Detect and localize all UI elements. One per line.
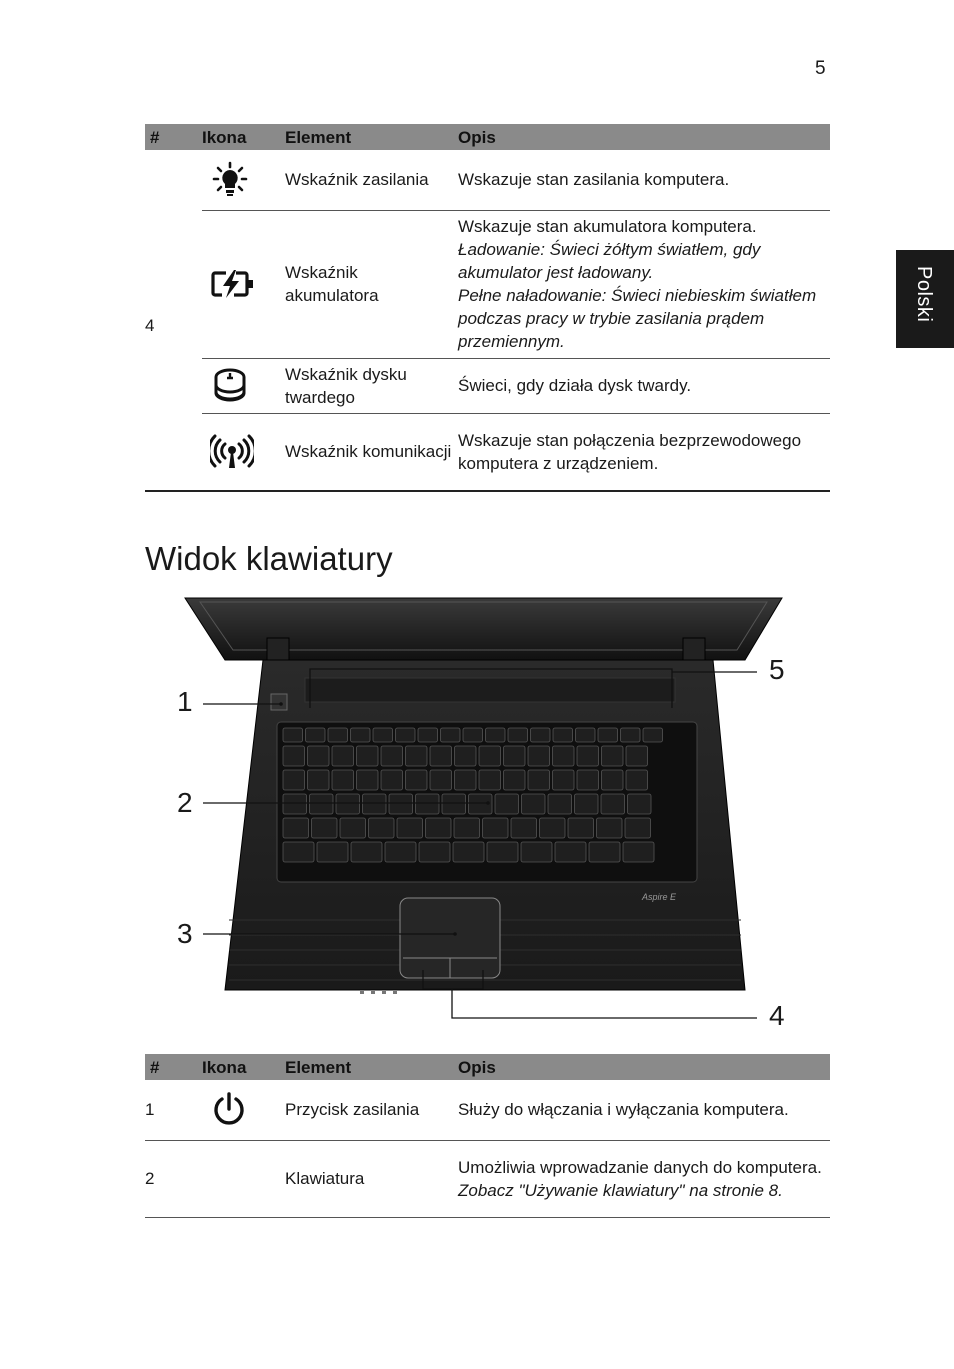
element-name: Wskaźnik dysku twardego: [282, 358, 455, 413]
keyboard-key: [577, 746, 599, 766]
header-desc: Opis: [455, 1054, 830, 1080]
callout-3: 3: [177, 918, 193, 949]
element-name: Wskaźnik komunikacji: [282, 413, 455, 491]
keyboard-key: [508, 728, 528, 742]
icon-cell: [202, 150, 282, 210]
keyboard-key: [548, 794, 572, 814]
desc-italic: Zobacz "Używanie klawiatury" na stronie 8.: [458, 1180, 783, 1200]
keyboard-key: [419, 842, 450, 862]
table-row: [145, 413, 830, 491]
keyboard-key: [317, 842, 348, 862]
icon-cell: [202, 210, 282, 358]
keyboard-key: [602, 770, 624, 790]
keyboard-key: [373, 728, 393, 742]
row-number: 1: [145, 1080, 202, 1140]
keyboard-key: [306, 728, 326, 742]
keyboard-key: [283, 770, 305, 790]
keyboard-key: [623, 842, 654, 862]
keyboard-key: [441, 728, 461, 742]
power-icon: [210, 1091, 248, 1129]
keyboard-key: [283, 728, 303, 742]
brand-label: Aspire E: [642, 892, 677, 902]
keyboard-key: [555, 842, 586, 862]
keyboard-key: [531, 728, 551, 742]
desc-italic: Ładowanie: Świeci żółtym światłem, gdy akumulator jest ładowany.: [458, 240, 761, 282]
table-row: [145, 1140, 830, 1217]
keyboard-key: [385, 842, 416, 862]
keyboard-key: [553, 728, 573, 742]
keyboard-key: [621, 728, 641, 742]
table-header: [145, 1054, 830, 1080]
element-desc: Świeci, gdy działa dysk twardy.: [455, 358, 830, 413]
keyboard-key: [363, 794, 387, 814]
keyboard-key: [328, 728, 348, 742]
keyboard-key: [310, 794, 334, 814]
keyboard-key: [381, 770, 403, 790]
desc-line: Umożliwia wprowadzanie danych do komputera.: [458, 1157, 822, 1177]
callout-2: 2: [177, 787, 193, 818]
header-num: #: [145, 124, 202, 150]
keyboard-key: [283, 746, 305, 766]
keyboard-key: [336, 794, 360, 814]
keyboard-key: [511, 818, 537, 838]
keyboard-key: [577, 770, 599, 790]
keyboard-key: [418, 728, 438, 742]
keyboard-key: [430, 770, 452, 790]
keyboard-key: [406, 770, 428, 790]
keyboard-key: [504, 746, 526, 766]
keyboard-key: [601, 794, 625, 814]
keyboard-key: [628, 794, 652, 814]
keyboard-key: [522, 794, 546, 814]
keyboard-key: [528, 746, 550, 766]
keyboard-key: [357, 746, 379, 766]
keyboard-key: [332, 746, 354, 766]
row-group-number: 4: [145, 150, 202, 491]
keyboard-view-table: [145, 1054, 830, 1218]
keyboard-key: [406, 746, 428, 766]
keyboard-key: [351, 728, 371, 742]
keyboard-key: [369, 818, 395, 838]
keyboard-key: [453, 842, 484, 862]
keyboard-key: [486, 728, 506, 742]
element-desc: Wskazuje stan zasilania komputera.: [455, 150, 830, 210]
table-row: [145, 1080, 830, 1140]
keyboard-key: [397, 818, 423, 838]
keyboard-key: [643, 728, 663, 742]
keyboard-key: [483, 818, 509, 838]
header-desc: Opis: [455, 124, 830, 150]
keyboard-key: [351, 842, 382, 862]
keyboard-key: [504, 770, 526, 790]
keyboard-key: [540, 818, 566, 838]
keyboard-key: [553, 770, 575, 790]
language-tab: [896, 250, 954, 348]
element-desc: [455, 210, 830, 358]
keyboard-key: [597, 818, 623, 838]
keyboard-key: [312, 818, 338, 838]
header-icon: Ikona: [202, 1054, 282, 1080]
keyboard-key: [602, 746, 624, 766]
row-number: 2: [145, 1140, 202, 1217]
keyboard-key: [308, 770, 330, 790]
desc-italic: Pełne naładowanie: Świeci niebieskim światłem podczas pracy w trybie zasilania prądem przemiennym.: [458, 286, 817, 351]
element-name: Klawiatura: [282, 1140, 455, 1217]
element-name: Wskaźnik zasilania: [282, 150, 455, 210]
table-row: [145, 150, 830, 210]
keyboard-key: [396, 728, 416, 742]
keyboard-key: [381, 746, 403, 766]
keyboard-key: [528, 770, 550, 790]
keyboard-key: [442, 794, 466, 814]
keyboard-key: [308, 746, 330, 766]
element-desc: [455, 1140, 830, 1217]
keyboard-key: [416, 794, 440, 814]
callout-5: 5: [769, 654, 785, 685]
keyboard-key: [463, 728, 483, 742]
keyboard-key: [454, 818, 480, 838]
table-header: [145, 124, 830, 150]
callout-1: 1: [177, 686, 193, 717]
header-num: #: [145, 1054, 202, 1080]
keyboard-key: [430, 746, 452, 766]
element-desc: Wskazuje stan połączenia bezprzewodowego komputera z urządzeniem.: [455, 413, 830, 491]
keyboard-key: [283, 818, 309, 838]
keyboard-key: [340, 818, 366, 838]
table-row: [145, 210, 830, 358]
keyboard-key: [568, 818, 594, 838]
keyboard-key: [495, 794, 519, 814]
wireless-icon: [210, 434, 254, 470]
header-icon: Ikona: [202, 124, 282, 150]
icon-cell: [202, 1140, 282, 1217]
icon-cell: [202, 358, 282, 413]
keyboard-key: [625, 818, 651, 838]
keyboard-view-figure: [145, 590, 830, 1035]
keyboard-key: [487, 842, 518, 862]
table-row: [145, 358, 830, 413]
language-tab-label: Polski: [913, 266, 935, 323]
keyboard-key: [575, 794, 599, 814]
section-title: Widok klawiatury: [145, 540, 393, 577]
keyboard-key: [455, 770, 477, 790]
element-desc: Służy do włączania i wyłączania komputera.: [455, 1080, 830, 1140]
battery-charge-icon: [210, 269, 256, 299]
keyboard-key: [357, 770, 379, 790]
keyboard-key: [626, 746, 648, 766]
keyboard-key: [589, 842, 620, 862]
page-number: 5: [815, 58, 826, 79]
keyboard-key: [389, 794, 413, 814]
laptop-illustration: [145, 590, 830, 1035]
keyboard-key: [426, 818, 452, 838]
element-name: Wskaźnik akumulatora: [282, 210, 455, 358]
desc-line: Wskazuje stan akumulatora komputera.: [458, 217, 757, 236]
keyboard-key: [521, 842, 552, 862]
light-bulb-icon: [210, 160, 250, 200]
header-element: Element: [282, 1054, 455, 1080]
keyboard-key: [283, 842, 314, 862]
keyboard-key: [598, 728, 618, 742]
header-element: Element: [282, 124, 455, 150]
keyboard-key: [455, 746, 477, 766]
keyboard-key: [576, 728, 596, 742]
keyboard-key: [553, 746, 575, 766]
element-name: Przycisk zasilania: [282, 1080, 455, 1140]
hard-disk-icon: [210, 366, 250, 406]
keyboard-key: [283, 794, 307, 814]
keyboard-key: [479, 746, 501, 766]
icon-cell: [202, 413, 282, 491]
keyboard-key: [479, 770, 501, 790]
keyboard-key: [332, 770, 354, 790]
icon-cell: [202, 1080, 282, 1140]
keyboard-key: [626, 770, 648, 790]
callout-4: 4: [769, 1000, 785, 1031]
indicators-table: [145, 124, 830, 492]
